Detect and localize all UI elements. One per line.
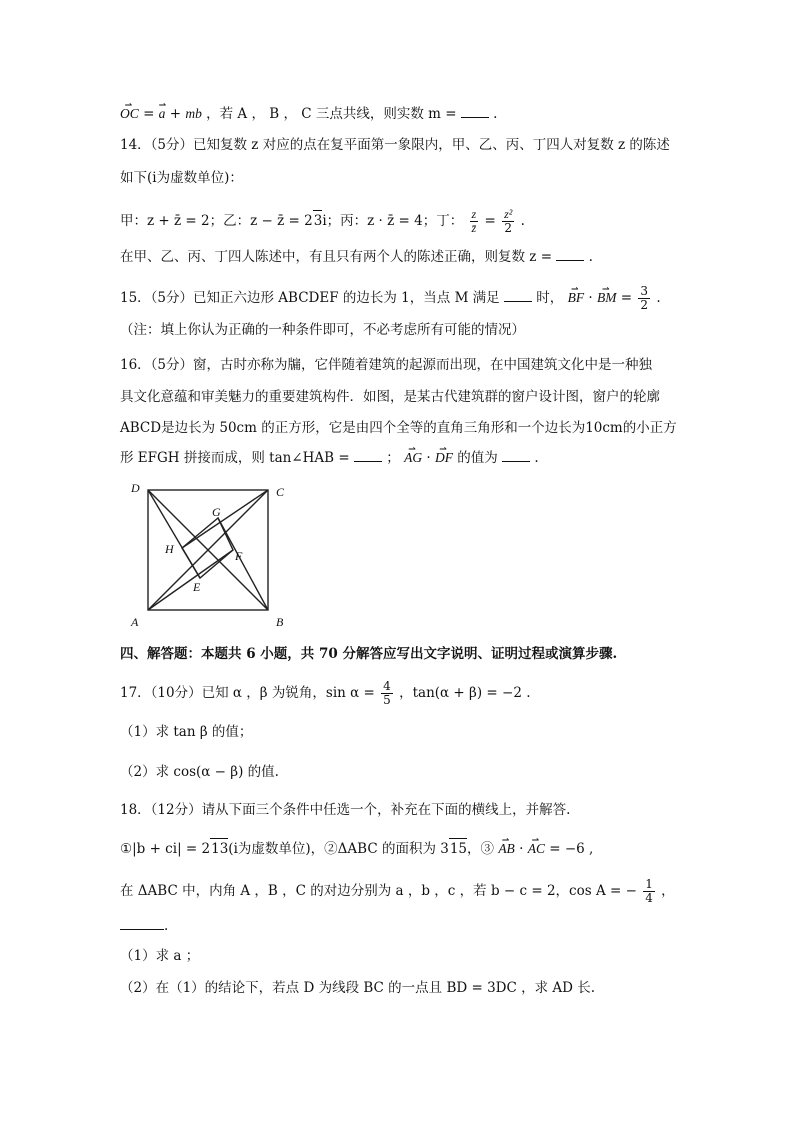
fraction-z-over-zbar: $\frac{z}{z̄}$ xyxy=(471,207,477,235)
q18-triangle-statement: 在 ΔABC 中，内角 A ，B ，C 的对边分别为 a ，b ，c ，若 b − c = 2，cos A = − $\frac{1}{4}$ ， xyxy=(120,877,675,905)
line-b-g xyxy=(218,518,268,610)
label-e: E xyxy=(193,580,201,594)
condition-blank xyxy=(120,917,164,930)
label-f: F xyxy=(235,549,243,563)
label-g: G xyxy=(212,505,221,519)
mb-term: mb xyxy=(185,106,202,121)
line-a-f xyxy=(148,550,233,610)
fraction-4-over-5: $\frac{4}{5}$ xyxy=(383,679,391,707)
q17-heading: 17．（10分）已知 α ，β 为锐角，sin α = $\frac{4}{5}$ ，tan(α + β) = −2 . xyxy=(120,679,531,707)
q14-statements: 甲：z + z̄ = 2；乙：z − z̄ = 23i；丙：z · z̄ = 4；丁： $\frac{z}{z̄}$ = $\frac{\text{z²}}{2}$ . xyxy=(120,207,525,235)
q16-line-2: 具文化意蕴和审美魅力的重要建筑构件．如图，是某古代建筑群的窗户设计图，窗户的轮廓 xyxy=(120,389,660,405)
vector-ab: ⇀ AB xyxy=(498,839,515,859)
q16-line-4: 形 EFGH 拼接而成，则 tan∠HAB = ； ⇀ AG · ⇀ DF 的值为 . xyxy=(120,448,539,468)
q18-conditions: ①|b + ci| = 213(i为虚数单位)，②ΔABC 的面积为 315，③ ⇀ AB · ⇀ AC = −6 , xyxy=(120,838,593,859)
line-c-h xyxy=(182,490,268,548)
q18-part-2: （2）在（1）的结论下，若点 D 为线段 BC 的一点且 BD = 3DC ，求 AD 长. xyxy=(120,980,596,996)
q13-tail-line: ⇀ OC = ⇀ a + mb ，若 A ， B ， C 三点共线，则实数 m = . xyxy=(120,104,497,124)
answer-blank xyxy=(461,105,489,118)
vector-ag: ⇀ AG xyxy=(404,448,422,468)
section-4-heading: 四、解答题：本题共 6 小题，共 70 分解答应写出文字说明、证明过程或演算步骤. xyxy=(120,646,618,662)
q16-line-3: ABCD是边长为 50cm 的正方形，它是由四个全等的直角三角形和一个边长为10cm的小正方 xyxy=(120,420,677,436)
fraction-z2-over-2: $\frac{\text{z²}}{2}$ xyxy=(504,207,513,235)
q15-note: （注：填上你认为正确的一种条件即可，不必考虑所有可能的情况） xyxy=(120,322,525,338)
q18-condition-blank: . xyxy=(120,916,168,936)
fraction-3-over-2: $\frac{3}{2}$ xyxy=(640,284,649,312)
q17-part-1: （1）求 tan β 的值； xyxy=(120,724,253,740)
q14-question: 在甲、乙、丙、丁四人陈述中，有且只有两个人的陈述正确，则复数 z = . xyxy=(120,249,593,265)
label-c: C xyxy=(276,485,285,499)
q18-heading: 18．（12分）请从下面三个条件中任选一个，补充在下面的横线上，并解答. xyxy=(120,802,571,818)
q13-tail-text: ，若 A ， B ， C 三点共线，则实数 m = xyxy=(206,106,457,122)
label-b: B xyxy=(276,615,284,629)
q15-heading: 15．（5分）已知正六边形 ABCDEF 的边长为 1，当点 M 满足 时， ⇀ BF · ⇀ BM = $\frac{3}{2}$ . xyxy=(120,285,661,312)
vector-df: ⇀ DF xyxy=(435,448,453,468)
q18-part-1: （1）求 a ； xyxy=(120,948,200,964)
vector-bf: ⇀ BF xyxy=(568,288,585,308)
vector-bm: ⇀ BM xyxy=(597,288,617,308)
q16-line-1: 16．（5分）窗，古时亦称为牖，它伴随着建筑的起源而出现，在中国建筑文化中是一种独 xyxy=(120,357,653,373)
vector-ac: ⇀ AC xyxy=(528,839,545,859)
label-d: D xyxy=(131,481,140,495)
q14-continuation: 如下(i为虚数单位)： xyxy=(120,170,243,186)
window-figure xyxy=(128,480,286,630)
label-a: A xyxy=(131,615,139,629)
answer-blank xyxy=(502,449,530,462)
vector-a: ⇀ a xyxy=(159,104,166,124)
vector-oc: ⇀ OC xyxy=(120,104,139,124)
answer-blank xyxy=(354,449,382,462)
q17-part-2: （2）求 cos(α − β) 的值. xyxy=(120,764,279,780)
answer-blank xyxy=(556,248,584,261)
q14-heading: 14．（5分）已知复数 z 对应的点在复平面第一象限内，甲、乙、丙、丁四人对复数 z 的陈述 xyxy=(120,137,670,153)
fraction-1-over-4: $\frac{1}{4}$ xyxy=(645,877,653,905)
label-h: H xyxy=(165,542,174,556)
answer-blank xyxy=(504,289,532,302)
